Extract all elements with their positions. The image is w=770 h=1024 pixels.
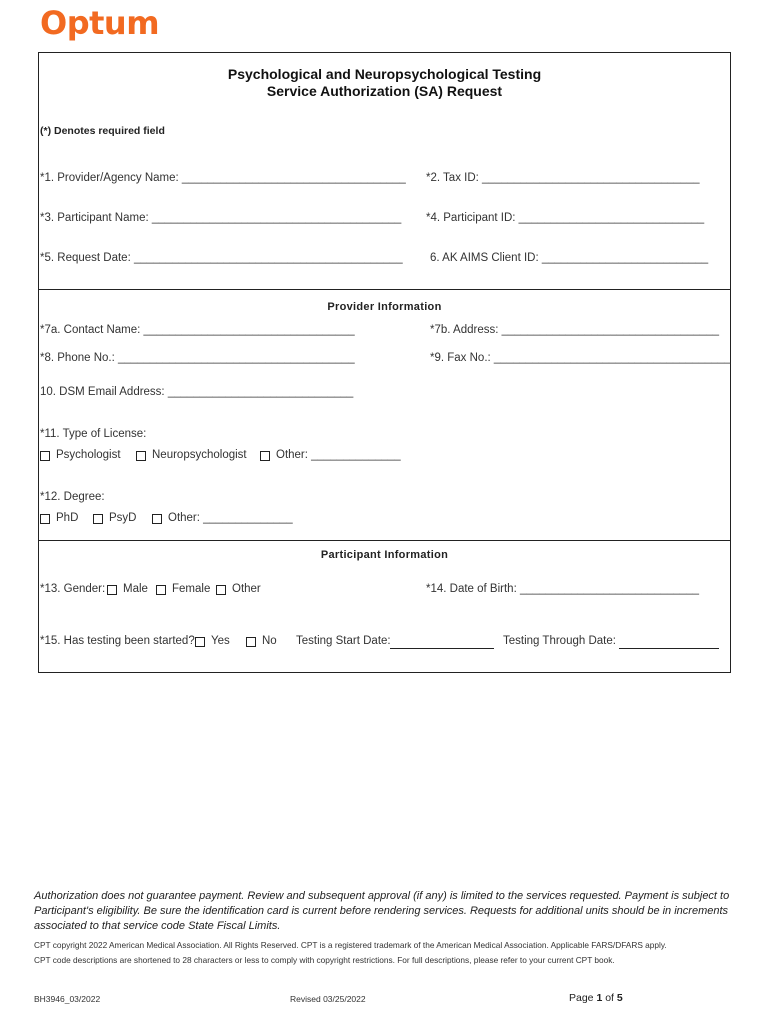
testing-started-no-checkbox[interactable] <box>246 637 256 647</box>
license-neuropsychologist-checkbox[interactable] <box>136 451 146 461</box>
provider-agency-name-field[interactable]: *1. Provider/Agency Name: ___________________________________ <box>40 172 406 184</box>
testing-start-date-label: Testing Start Date: <box>296 635 391 647</box>
type-of-license-label: *11. Type of License: <box>40 428 147 440</box>
license-other-checkbox[interactable] <box>260 451 270 461</box>
phone-field[interactable]: *8. Phone No.: _____________________________________ <box>40 352 355 364</box>
date-of-birth-field[interactable]: *14. Date of Birth: ____________________________ <box>426 583 700 595</box>
required-note: (*) Denotes required field <box>40 125 165 137</box>
license-other-field[interactable]: Other: ______________ <box>276 449 401 461</box>
participant-name-field[interactable]: *3. Participant Name: _______________________________________ <box>40 212 402 224</box>
license-neuropsychologist-label: Neuropsychologist <box>152 449 247 461</box>
optum-logo: Optum <box>40 4 160 42</box>
testing-started-label: *15. Has testing been started? <box>40 635 195 647</box>
section-divider-participant <box>38 540 731 541</box>
cpt-copyright: CPT copyright 2022 American Medical Association. All Rights Reserved. CPT is a registered trademark of the American Medical Association. Applicable FARS/DFARS apply. <box>34 940 667 950</box>
degree-label: *12. Degree: <box>40 491 105 503</box>
gender-female-label: Female <box>172 583 211 595</box>
form-id: BH3946_03/2022 <box>34 994 101 1004</box>
revised-date: Revised 03/25/2022 <box>290 994 366 1004</box>
degree-other-checkbox[interactable] <box>152 514 162 524</box>
license-psychologist-checkbox[interactable] <box>40 451 50 461</box>
license-psychologist-label: Psychologist <box>56 449 121 461</box>
gender-other-checkbox[interactable] <box>216 585 226 595</box>
degree-phd-checkbox[interactable] <box>40 514 50 524</box>
form-title-line1: Psychological and Neuropsychological Testing <box>227 66 542 82</box>
page-total: 5 <box>616 992 623 1004</box>
testing-through-date-label: Testing Through Date: <box>503 635 616 647</box>
tax-id-field[interactable]: *2. Tax ID: __________________________________ <box>426 172 700 184</box>
degree-psyd-checkbox[interactable] <box>93 514 103 524</box>
degree-psyd-label: PsyD <box>109 512 137 524</box>
participant-information-heading: Participant Information <box>320 549 449 561</box>
gender-female-checkbox[interactable] <box>156 585 166 595</box>
request-date-field[interactable]: *5. Request Date: __________________________________________ <box>40 252 403 264</box>
page-word: Page <box>569 992 594 1004</box>
testing-through-date-line[interactable] <box>619 648 719 649</box>
testing-start-date-line[interactable] <box>390 648 494 649</box>
page-of-word: of <box>605 992 614 1004</box>
provider-information-heading: Provider Information <box>327 301 442 313</box>
section-divider-provider <box>38 289 731 290</box>
ak-aims-client-id-field[interactable]: 6. AK AIMS Client ID: __________________________ <box>430 252 709 264</box>
degree-other-field[interactable]: Other: ______________ <box>168 512 293 524</box>
gender-label: *13. Gender: <box>40 583 106 595</box>
dsm-email-field[interactable]: 10. DSM Email Address: _____________________________ <box>40 386 354 398</box>
gender-other-label: Other <box>232 583 261 595</box>
page-number <box>569 992 623 1004</box>
authorization-disclaimer: Authorization does not guarantee payment. Review and subsequent approval (if any) is limited to the services requested. Payment is subject to Participant's eligibility. Be sure the identification card is current before rendering services. Requests for additional units should be in increments associated to that service code State Fiscal Limits. <box>34 890 730 932</box>
testing-started-yes-checkbox[interactable] <box>195 637 205 647</box>
participant-id-field[interactable]: *4. Participant ID: _____________________________ <box>426 212 705 224</box>
fax-field[interactable]: *9. Fax No.: _____________________________________ <box>430 352 731 364</box>
gender-male-checkbox[interactable] <box>107 585 117 595</box>
gender-male-label: Male <box>123 583 148 595</box>
address-field[interactable]: *7b. Address: __________________________________ <box>430 324 720 336</box>
cpt-description-note: CPT code descriptions are shortened to 28 characters or less to comply with copyright restrictions. For full descriptions, please refer to your current CPT book. <box>34 955 615 965</box>
form-title-line2: Service Authorization (SA) Request <box>266 83 503 99</box>
contact-name-field[interactable]: *7a. Contact Name: _________________________________ <box>40 324 355 336</box>
degree-phd-label: PhD <box>56 512 79 524</box>
testing-started-yes-label: Yes <box>211 635 230 647</box>
testing-started-no-label: No <box>262 635 277 647</box>
page-current: 1 <box>596 992 603 1004</box>
